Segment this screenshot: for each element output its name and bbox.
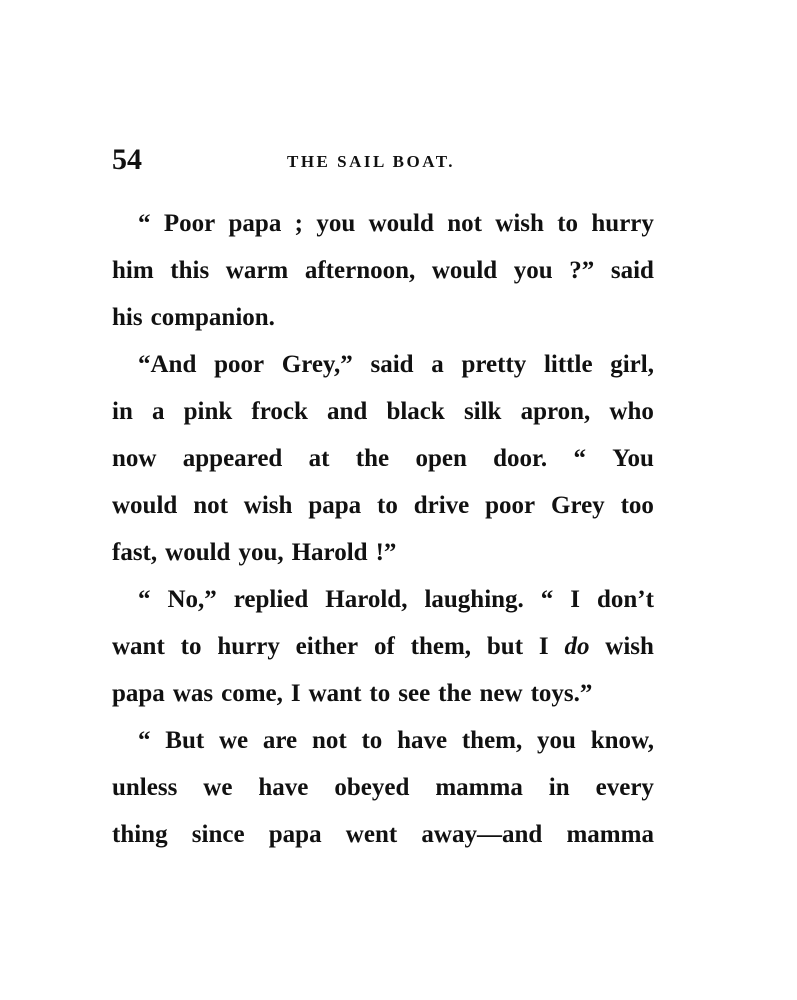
text-line [112,388,654,435]
text-line [112,717,654,764]
word: to [557,210,579,237]
word: Harold, [325,586,408,613]
word: “ [138,586,151,613]
word: you [513,257,553,284]
word: now [112,445,157,472]
word: I [570,586,580,613]
word: don’t [596,586,654,613]
word: to [369,680,391,707]
text-line [112,811,654,858]
word: You [612,445,654,472]
word: wish [495,210,544,237]
word: since [191,821,245,848]
word: are [262,727,298,754]
word: drive [413,492,470,519]
word: unless [112,774,178,801]
word: the [355,445,390,472]
word: new [479,680,523,707]
word: have [397,727,448,754]
word: in [548,774,570,801]
text-line [112,482,654,529]
word: at [308,445,330,472]
word: ?” [569,257,595,284]
text-line [112,247,654,294]
word: you, [238,539,284,566]
text-line [112,623,654,670]
word: “ [573,445,586,472]
word: hurry [591,210,654,237]
word: pretty [461,351,527,378]
word: black [386,398,445,425]
word: papa [112,680,165,707]
word: come, [221,680,283,707]
word: Poor [163,210,216,237]
word: Harold [291,539,368,566]
word: to [361,727,383,754]
word: said [610,257,654,284]
word: would [368,210,434,237]
word: away—and [421,821,543,848]
word: do [564,633,590,660]
word: of [373,633,395,660]
word: in [112,398,133,425]
word: went [345,821,398,848]
word: little [543,351,593,378]
word: !” [375,539,397,566]
word: open [415,445,467,472]
text-line [112,294,654,341]
word: wish [243,492,293,519]
word: a [431,351,444,378]
text-line [112,435,654,482]
word: papa [308,492,362,519]
word: would [431,257,498,284]
word: to [180,633,202,660]
word: not [447,210,482,237]
word: want [308,680,362,707]
word: mamma [435,774,523,801]
page-number: 54 [112,143,142,176]
word: papa [268,821,322,848]
word: wish [605,633,654,660]
word: you [537,727,576,754]
word: apron, [520,398,591,425]
word: was [172,680,214,707]
word: hurry [217,633,280,660]
word: pink [183,398,233,425]
word: laughing. [424,586,524,613]
word: want [112,633,165,660]
word: I [290,680,301,707]
word: the [438,680,472,707]
word: Grey,” [281,351,353,378]
word: poor [214,351,265,378]
word: “ [138,210,151,237]
word: frock [251,398,308,425]
word: companion. [150,304,275,331]
word: too [620,492,654,519]
word: we [203,774,233,801]
page-header [112,140,652,180]
text-line [112,341,654,388]
body-text [112,200,654,858]
word: a [151,398,165,425]
word: Grey [551,492,605,519]
word: girl, [610,351,654,378]
word: But [165,727,205,754]
word: “And [138,351,197,378]
word: mamma [566,821,654,848]
word: and [327,398,368,425]
text-line [112,764,654,811]
word: would [112,492,178,519]
word: his [112,304,143,331]
word: see [398,680,431,707]
word: either [295,633,359,660]
word: not [193,492,228,519]
text-line [112,200,654,247]
word: warm [225,257,289,284]
word: but [486,633,524,660]
word: not [311,727,347,754]
text-line [112,529,654,576]
word: to [377,492,398,519]
word: thing [112,821,168,848]
word: silk [463,398,502,425]
word: appeared [182,445,283,472]
word: “ [540,586,554,613]
word: toys.” [530,680,593,707]
word: No,” [167,586,217,613]
word: who [609,398,654,425]
word: we [218,727,249,754]
word: know, [590,727,654,754]
word: have [258,774,309,801]
word: papa [228,210,282,237]
word: replied [233,586,309,613]
word: them, [461,727,523,754]
word: afternoon, [304,257,416,284]
running-title: THE SAIL BOAT. [287,152,456,171]
text-line [112,576,654,623]
word: ; [294,210,303,237]
word: door. [493,445,548,472]
word: him [112,257,154,284]
word: every [595,774,654,801]
word: fast, [112,539,158,566]
word: you [316,210,356,237]
word: them, [410,633,472,660]
word: would [165,539,231,566]
word: this [170,257,210,284]
text-line [112,670,654,717]
word: I [538,633,549,660]
word: “ [138,727,151,754]
word: poor [485,492,536,519]
word: obeyed [334,774,410,801]
word: said [370,351,414,378]
